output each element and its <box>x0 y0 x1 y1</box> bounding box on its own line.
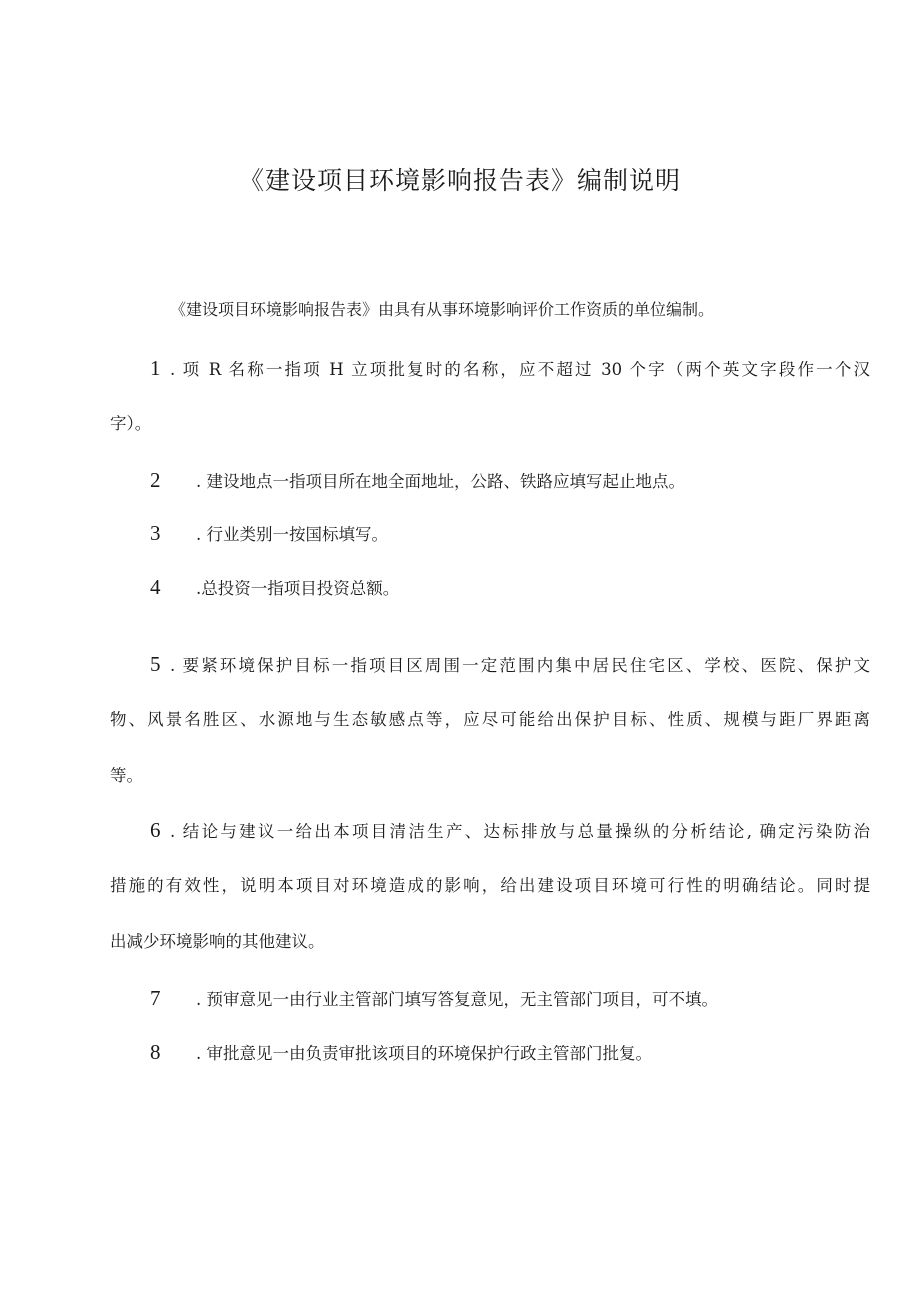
list-item-8-number: 8 <box>150 1040 161 1064</box>
list-item-6-text-1: . 结论与建议一给出本项目清洁生产、达标排放与总量操纵的分析结论, 确定污染防治 <box>170 822 870 841</box>
list-item-3-number: 3 <box>150 521 161 545</box>
list-item-4-number: 4 <box>150 575 161 599</box>
list-item-3 <box>110 505 870 561</box>
list-item-4 <box>110 559 870 615</box>
list-item-6-line-1 <box>110 802 870 858</box>
list-item-7-text-1: . 预审意见一由行业主管部门填写答复意见，无主管部门项目，可不填。 <box>196 990 718 1009</box>
list-item-1-number: 1 <box>150 356 161 380</box>
list-item-2-text-1: . 建设地点一指项目所在地全面地址，公路、铁路应填写起止地点。 <box>196 472 685 491</box>
list-item-5-line-3: 等。 <box>110 766 143 785</box>
list-item-5-number: 5 <box>150 652 161 676</box>
list-item-5-line-1 <box>110 636 870 692</box>
list-item-8-line-1 <box>110 1024 870 1080</box>
list-item-4-line-1 <box>110 559 870 615</box>
list-item-2-number: 2 <box>150 468 161 492</box>
list-item-5-text-1: . 要紧环境保护目标一指项目区周围一定范围内集中居民住宅区、学校、医院、保护文 <box>170 656 870 675</box>
list-item-1-line-1 <box>110 340 870 396</box>
list-item-6-number: 6 <box>150 818 161 842</box>
list-item-4-text-1: .总投资一指项目投资总额。 <box>196 579 400 598</box>
list-item-6 <box>110 802 870 970</box>
intro-paragraph: 《建设项目环境影响报告表》由具有从事环境影响评价工作资质的单位编制。 <box>170 300 715 319</box>
list-item-8 <box>110 1024 870 1080</box>
list-item-7-line-1 <box>110 970 870 1026</box>
list-item-3-text-1: . 行业类别一按国标填写。 <box>196 525 388 544</box>
list-item-1-text-1: . 项 R 名称一指项 H 立项批复时的名称，应不超过 30 个字（两个英文字段作一个汉 <box>170 360 870 379</box>
list-item-8-text-1: . 审批意见一由负责审批该项目的环境保护行政主管部门批复。 <box>196 1044 652 1063</box>
list-item-5 <box>110 636 870 804</box>
list-item-1 <box>110 340 870 452</box>
list-item-2 <box>110 452 870 508</box>
list-item-3-line-1 <box>110 505 870 561</box>
list-item-1-line-2: 字）。 <box>110 414 152 433</box>
list-item-2-line-1 <box>110 452 870 508</box>
page-title: 《建设项目环境影响报告表》编制说明 <box>238 166 681 195</box>
list-item-7 <box>110 970 870 1026</box>
list-item-6-line-2: 措施的有效性，说明本项目对环境造成的影响，给出建设项目环境可行性的明确结论。同时提 <box>110 876 870 895</box>
list-item-5-line-2: 物、风景名胜区、水源地与生态敏感点等，应尽可能给出保护目标、性质、规模与距厂界距离 <box>110 710 870 729</box>
list-item-7-number: 7 <box>150 986 161 1010</box>
list-item-6-line-3: 出减少环境影响的其他建议。 <box>110 932 325 951</box>
